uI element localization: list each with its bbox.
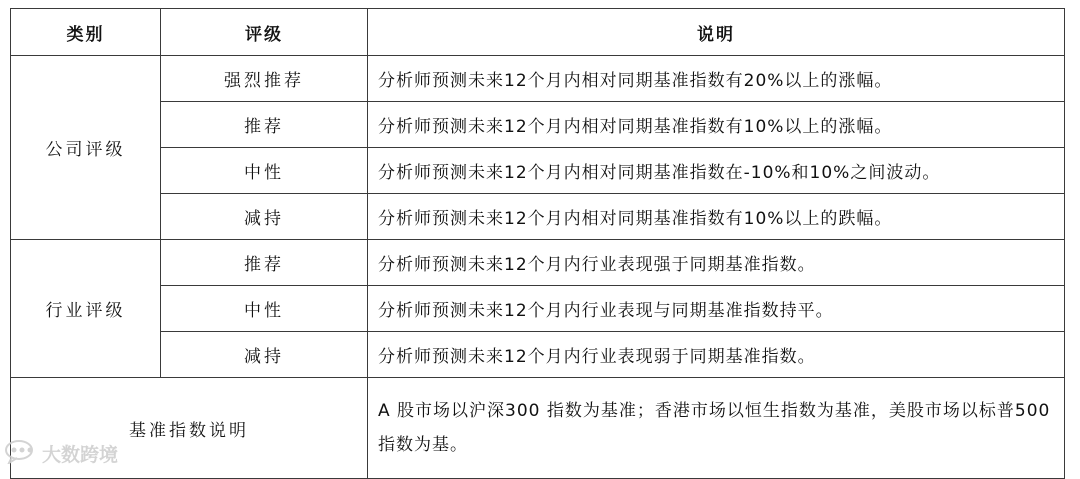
table-row <box>11 378 1065 479</box>
chat-bubble-logo-icon <box>4 438 38 469</box>
watermark <box>4 438 118 468</box>
table-header-row <box>11 9 1065 56</box>
description-cell: 分析师预测未来12个月内行业表现强于同期基准指数。 <box>368 240 1065 286</box>
table-row <box>11 194 1065 240</box>
rating-cell: 中性 <box>161 286 368 332</box>
header-category: 类别 <box>11 9 161 56</box>
benchmark-description: A 股市场以沪深300 指数为基准；香港市场以恒生指数为基准，美股市场以标普500指数为基。 <box>368 378 1065 479</box>
description-cell: 分析师预测未来12个月内行业表现与同期基准指数持平。 <box>368 286 1065 332</box>
rating-cell: 中性 <box>161 148 368 194</box>
rating-table <box>10 8 1065 479</box>
description-cell: 分析师预测未来12个月内相对同期基准指数有10%以上的涨幅。 <box>368 102 1065 148</box>
description-cell: 分析师预测未来12个月内行业表现弱于同期基准指数。 <box>368 332 1065 378</box>
table-row <box>11 240 1065 286</box>
description-cell: 分析师预测未来12个月内相对同期基准指数有20%以上的涨幅。 <box>368 56 1065 102</box>
rating-cell: 减持 <box>161 332 368 378</box>
category-company-rating: 公司评级 <box>11 56 161 240</box>
table-row <box>11 148 1065 194</box>
description-cell: 分析师预测未来12个月内相对同期基准指数在-10%和10%之间波动。 <box>368 148 1065 194</box>
category-industry-rating: 行业评级 <box>11 240 161 378</box>
table-row <box>11 56 1065 102</box>
benchmark-label: 基准指数说明 <box>11 378 368 479</box>
table-row <box>11 102 1065 148</box>
header-description: 说明 <box>368 9 1065 56</box>
description-cell: 分析师预测未来12个月内相对同期基准指数有10%以上的跌幅。 <box>368 194 1065 240</box>
rating-cell: 推荐 <box>161 102 368 148</box>
header-rating: 评级 <box>161 9 368 56</box>
watermark-text: 大数跨境 <box>42 443 119 466</box>
rating-cell: 推荐 <box>161 240 368 286</box>
table-row <box>11 332 1065 378</box>
rating-cell: 强烈推荐 <box>161 56 368 102</box>
table-row <box>11 286 1065 332</box>
rating-cell: 减持 <box>161 194 368 240</box>
